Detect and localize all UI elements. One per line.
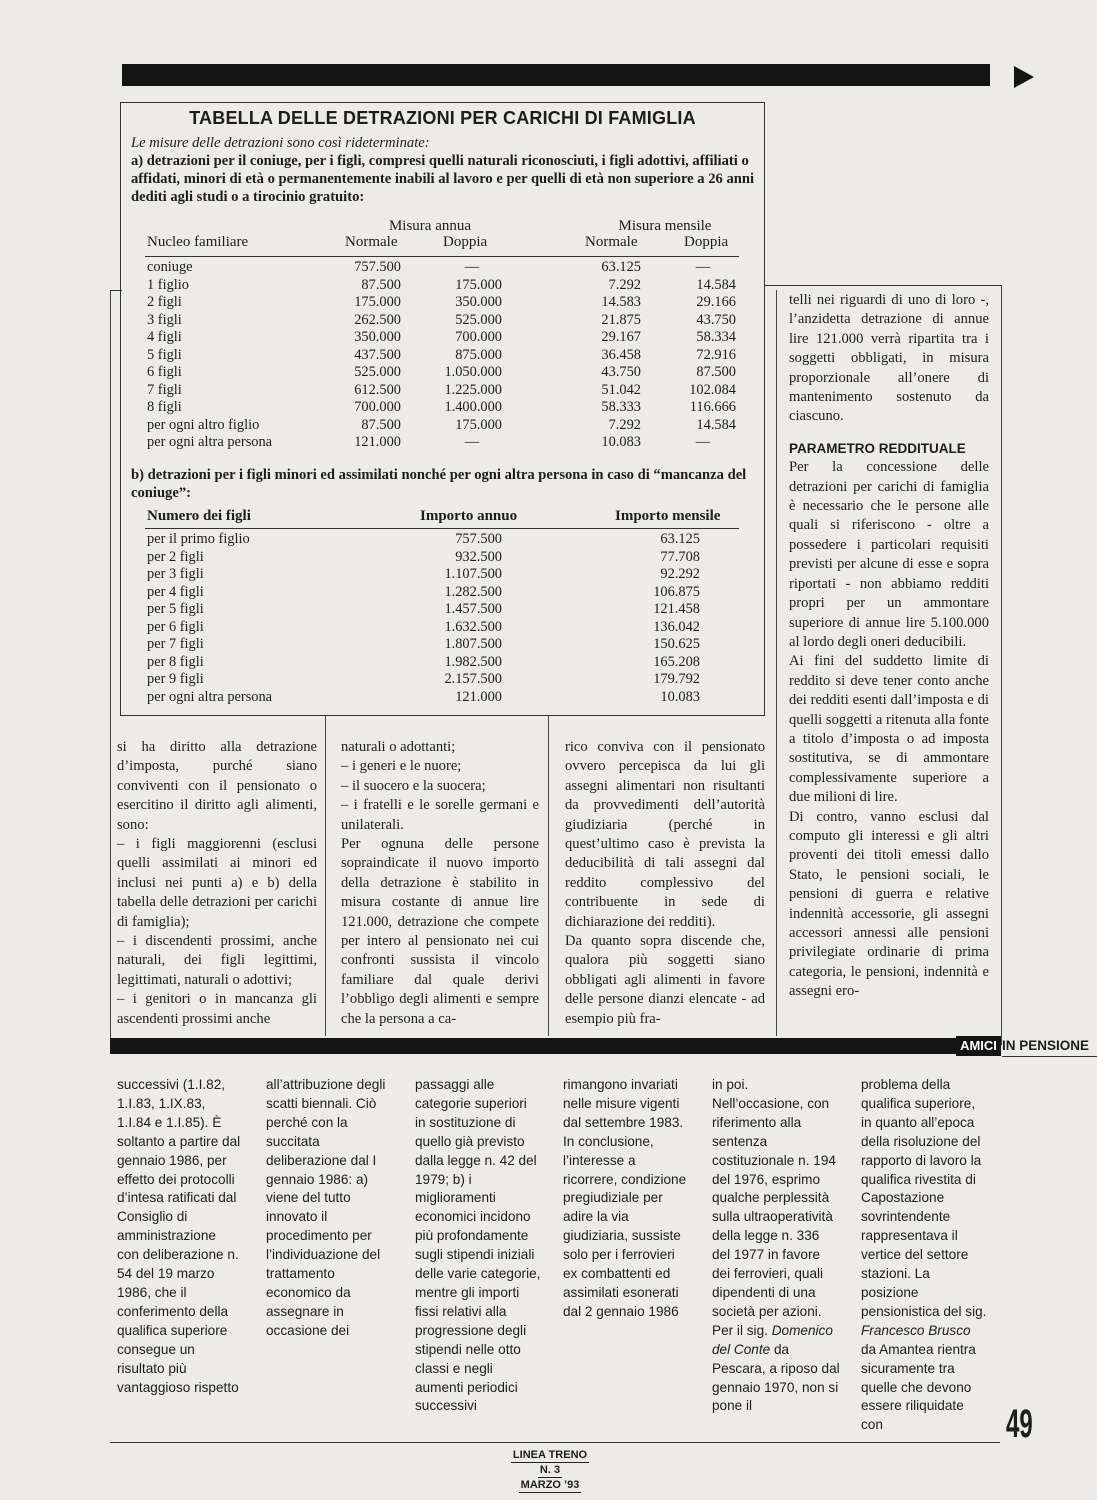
top-black-bar	[122, 64, 990, 86]
table-cell: 14.584	[696, 416, 736, 433]
table-cell: 262.500	[354, 311, 401, 328]
table-cell: 14.584	[696, 276, 736, 293]
table-cell: 29.166	[696, 294, 736, 310]
arrow-right-icon	[1014, 66, 1034, 88]
table-row-label: per ogni altro figlio	[147, 416, 260, 433]
lower-column-1	[117, 738, 317, 1029]
table-cell: 875.000	[455, 346, 502, 363]
table-row-label: per 7 figli	[147, 636, 204, 652]
bottom-col3-text: passaggi alle categorie superiori in sostituzione di quello già previsto dalla legge n. 42 del 1979; b) i miglioramenti economici incidono più profondamente sugli stipendi iniziali delle varie categorie, mentre gli importi fissi relativi alla progressione degli stipendi nelle otto classi e negli aumenti periodici successivi	[415, 1077, 541, 1414]
table-cell: 87.500	[361, 276, 401, 293]
header-importo-mensile: Importo mensile	[615, 508, 721, 524]
bottom-column-6	[861, 1076, 989, 1435]
table-row-label: per 9 figli	[147, 671, 204, 687]
bottom-column-3	[415, 1076, 541, 1416]
table-cell: 700.000	[455, 329, 502, 345]
bottom-col2-text: all’attribuzione degli scatti biennali. Ciò perché con la succitata deliberazione dal I gennaio 1986: a) viene del tutto innovato il procedimento per l’individuazione del trattamento economico da assegnare in occasione dei	[266, 1077, 386, 1338]
bottom-column-1	[117, 1076, 241, 1397]
table-cell: 612.500	[354, 381, 401, 398]
section-divider-bar	[110, 1038, 984, 1054]
table-cell: 116.666	[689, 399, 736, 415]
table-cell: 77.708	[660, 548, 700, 565]
table-row-label: per 5 figli	[147, 601, 204, 617]
table-a-col-normale-mensile	[575, 259, 641, 452]
col-divider-3	[776, 290, 777, 1036]
table-row-label: coniuge	[147, 259, 193, 275]
table-cell: 525.000	[354, 364, 401, 380]
table-cell: 136.042	[653, 618, 700, 635]
table-cell: 87.500	[696, 364, 736, 380]
lower-col3-para-1: rico conviva con il pensionato ovvero percepisca da lui gli assegni alimentari non risultanti da provvedimenti dell’autorità giudiziaria (perché in quest’ultimo caso è prevista la deducibilità di tali assegni dal reddito complessivo del contribuente in sede di dichiarazione dei redditi).	[565, 739, 765, 930]
frame-right-tick	[765, 285, 1002, 286]
lower-col1-item-1: – i figli maggiorenni (esclusi quelli assimilati ai minori ed inclusi nei punti a) e b) della tabella delle detrazioni per carichi di famiglia);	[117, 836, 317, 930]
table-cell: —	[464, 434, 480, 450]
bottom-column-2	[266, 1076, 390, 1341]
table-cell: 1.282.500	[444, 583, 502, 600]
table-row-label: per 2 figli	[147, 548, 204, 565]
frame-left-line	[110, 290, 111, 1038]
lower-col2-line-4: – i fratelli e le sorelle germani e unilaterali.	[341, 797, 539, 833]
right-column	[789, 291, 989, 1002]
table-cell: 175.000	[354, 294, 401, 310]
table-cell: 350.000	[455, 294, 502, 310]
lower-col2-para: Per ognuna delle persone sopraindicate il nuovo importo della detrazione è stabilito in misura costante di annue lire 121.000, detrazione che compete per intero al pensionato nei cui confronti sussista il vincolo familiare dal quale derivi l’obbligo degli alimenti e sempre che la persona a ca-	[341, 836, 539, 1027]
table-cell: —	[695, 434, 711, 450]
lower-column-3	[565, 738, 765, 1029]
table-cell: 29.167	[601, 329, 641, 345]
table-cell: 7.292	[608, 276, 641, 293]
table-row-label: per 3 figli	[147, 566, 204, 582]
table-cell: 14.583	[601, 294, 641, 310]
table-cell: 43.750	[601, 364, 641, 380]
table-a-col-doppia-mensile	[670, 259, 736, 452]
table-cell: 1.400.000	[444, 399, 502, 415]
lower-col2-line-3: – il suocero e la suocera;	[341, 777, 486, 794]
table-title: TABELLA DELLE DETRAZIONI PER CARICHI DI FAMIGLIA	[189, 108, 696, 128]
table-row-label: 1 figlio	[147, 276, 189, 293]
table-row-label: per ogni altra persona	[147, 434, 273, 450]
header-normale-annua: Normale	[345, 234, 398, 250]
table-cell: 102.084	[689, 381, 736, 398]
table-cell: 1.457.500	[444, 601, 502, 617]
table-cell: 121.000	[354, 434, 401, 450]
header-normale-mensile: Normale	[585, 234, 638, 250]
bottom-col1-text: successivi (1.I.82, 1.I.83, 1.IX.83, 1.I.84 e 1.I.85). È soltanto a partire dal gennaio 1986, per effetto dei protocolli d’intesa ratificati dal Consiglio di amministrazione con deliberazione n. 54 del 19 marzo 1986, che il conferimento della qualifica superiore consegue un risultato più vantaggioso rispetto	[117, 1077, 241, 1395]
table-intro	[131, 134, 761, 206]
table-b-col-numero	[147, 531, 347, 706]
table-cell: 525.000	[455, 311, 502, 328]
lower-col3-para-2: Da quanto sopra discende che, qualora più soggetti siano obbligati agli alimenti in favore delle persone dianzi elencate - ad esempio più fra-	[565, 933, 765, 1027]
table-cell: 21.875	[601, 311, 641, 328]
bottom-col5-text	[712, 1076, 840, 1416]
table-cell: 121.000	[455, 688, 502, 705]
col-divider-2	[548, 716, 549, 1036]
bottom-col5-text-1: in poi. Nell’occasione, con riferimento alla sentenza costituzionale n. 194 del 1976, esprimo qualche perplessità sulla ultraoperatività della legge n. 336 del 1977 in favore dei ferrovieri, quali dipendenti di una società per azioni. Per il sig.	[712, 1077, 836, 1338]
header-nucleo: Nucleo familiare	[147, 234, 249, 250]
header-doppia-annua: Doppia	[443, 234, 488, 250]
table-cell: 175.000	[455, 276, 502, 293]
table-b-header-rule	[145, 528, 739, 529]
subhead-parametro-reddituale: PARAMETRO REDDITUALE	[789, 440, 966, 456]
lower-col2-line-1: naturali o adottanti;	[341, 739, 456, 755]
table-cell: 43.750	[696, 311, 736, 328]
table-row-label: 5 figli	[147, 346, 182, 363]
lower-column-2	[341, 738, 539, 1029]
table-row-label: per ogni altra persona	[147, 688, 273, 705]
table-cell: 2.157.500	[444, 671, 502, 687]
table-row-label: 6 figli	[147, 364, 182, 380]
table-cell: 58.333	[601, 399, 641, 415]
table-row-label: per 8 figli	[147, 653, 204, 670]
footer-magazine: LINEA TRENO	[512, 1449, 588, 1461]
bottom-column-4	[563, 1076, 687, 1322]
table-cell: 1.225.000	[444, 381, 502, 398]
header-doppia-mensile: Doppia	[684, 234, 729, 250]
table-row-label: per 6 figli	[147, 618, 204, 635]
lower-col1-para: si ha diritto alla detrazione d’imposta, purché siano conviventi con il pensionato o esercitino il diritto agli alimenti, sono:	[117, 739, 317, 833]
table-row-label: per 4 figli	[147, 583, 204, 600]
bottom-col6-text-2: da Amantea rientra sicuramente tra quelle che devono essere riliquidate con	[861, 1341, 976, 1433]
table-cell: 179.792	[653, 671, 700, 687]
table-cell: 63.125	[660, 531, 700, 547]
table-cell: 7.292	[608, 416, 641, 433]
table-row-label: per il primo figlio	[147, 531, 250, 547]
table-row-label: 3 figli	[147, 311, 182, 328]
section-tag-underline	[1002, 1056, 1097, 1057]
table-cell: 757.500	[455, 531, 502, 547]
table-cell: —	[464, 259, 480, 275]
table-cell: 1.050.000	[444, 364, 502, 380]
intro-point-a: a) detrazioni per il coniuge, per i figli, compresi quelli naturali riconosciuti, i figli adottivi, affiliati o affidati, minori di età o permanentemente inabili al lavoro e per quelli di età non superiore a 26 anni dediti agli studi o a tirocinio gratuito:	[131, 153, 755, 205]
table-cell: 87.500	[361, 416, 401, 433]
table-cell: 63.125	[601, 259, 641, 275]
bottom-col5-text-2: da Pescara, a riposo dal gennaio 1970, non si pone il	[712, 1341, 840, 1414]
table-row-label: 4 figli	[147, 329, 182, 345]
table-cell: 1.632.500	[444, 618, 502, 635]
table-a-col-nucleo	[147, 259, 337, 452]
table-cell: 1.807.500	[444, 636, 502, 652]
table-cell: 121.458	[653, 601, 700, 617]
table-cell: 350.000	[354, 329, 401, 345]
table-a-col-normale-annua	[320, 259, 401, 452]
right-para-2: Per la concessione delle detrazioni per carichi di famiglia è necessario che le persone alle quali si riferiscono - oltre a possedere i particolari requisiti previsti per alcune di esse e sopra riportati - non abbiamo redditi propri per un ammontare superiore di annue lire 5.100.000 al lordo degli oneri deducibili.	[789, 459, 989, 650]
right-para-1: telli nei riguardi di uno di loro -, l’anzidetta detrazione di annue lire 121.000 verrà ripartita tra i soggetti obbligati, in misura proporzionale all’onere di mantenimento sostenuto da ciascuno.	[789, 292, 989, 425]
point-b: b) detrazioni per i figli minori ed assimilati nonché per ogni altra persona in caso di “mancanza del coniuge”:	[131, 467, 747, 501]
table-cell: 437.500	[354, 346, 401, 363]
table-cell: 92.292	[660, 566, 700, 582]
table-cell: 58.334	[696, 329, 736, 345]
table-cell: 932.500	[455, 548, 502, 565]
table-cell: 757.500	[354, 259, 401, 275]
table-cell: 10.083	[660, 688, 700, 705]
table-cell: 1.982.500	[444, 653, 502, 670]
footer-date: MARZO ’93	[520, 1479, 580, 1491]
intro-lead: Le misure delle detrazioni sono così rideterminate:	[131, 135, 430, 151]
table-b-col-mensile	[630, 531, 700, 706]
col-divider-1	[325, 716, 326, 1036]
table-b-col-annuo	[420, 531, 502, 706]
table-cell: 72.916	[696, 346, 736, 363]
table-row-label: 7 figli	[147, 381, 182, 398]
bottom-rule	[110, 1442, 1000, 1443]
table-cell: 1.107.500	[444, 566, 502, 582]
header-importo-annuo: Importo annuo	[420, 508, 518, 524]
table-cell: —	[695, 259, 711, 275]
frame-right-line	[1001, 285, 1002, 1045]
table-a-col-doppia-annua	[420, 259, 502, 452]
footer-masthead	[490, 1448, 610, 1493]
table-row-label: 8 figli	[147, 399, 182, 415]
table-cell: 150.625	[653, 636, 700, 652]
bottom-col4-text: rimangono invariati nelle misure vigenti dal settembre 1983. In conclusione, l’interesse a ricorrere, condizione pregiudiziale per adire la via giudiziaria, sussiste solo per i ferrovieri ex combattenti ed assimilati esonerati dal 2 gennaio 1986	[563, 1077, 687, 1319]
section-tag-label: IN PENSIONE	[1002, 1038, 1090, 1053]
table-cell: 700.000	[354, 399, 401, 415]
table-row-label: 2 figli	[147, 294, 182, 310]
header-misura-mensile: Misura mensile	[618, 218, 712, 234]
table-a-header-rule	[145, 256, 739, 257]
table-cell: 175.000	[455, 416, 502, 433]
bottom-col6-text-1: problema della qualifica superiore, in quanto all’epoca della risoluzione del rapporto di lavoro la qualifica rivestita di Capostazione sovrintendente rappresentava il vertice del settore stazioni. La posizione pensionistica del sig.	[861, 1077, 987, 1319]
table-cell: 36.458	[601, 346, 641, 363]
table-cell: 10.083	[601, 434, 641, 450]
lower-col1-item-2: – i discendenti prossimi, anche naturali, dei figli legittimi, legittimati, naturali o adottivi;	[117, 933, 317, 988]
lower-col1-item-3: – i genitori o in mancanza gli ascendenti prossimi anche	[117, 991, 317, 1027]
header-misura-annua: Misura annua	[388, 218, 472, 234]
table-cell: 106.875	[653, 583, 700, 600]
table-cell: 51.042	[601, 381, 641, 398]
page-number: 49	[1006, 1402, 1033, 1446]
right-para-4: Di contro, vanno esclusi dal computo gli interessi e gli altri proventi dei titoli emessi dallo Stato, le pensioni sociali, le pensioni di guerra e relative indennità accessorie, gli assegni accessori annessi alle pensioni privilegiate ordinarie di prima categoria, le pensioni, indennità e assegni ero-	[789, 808, 989, 1000]
person-name-domenico: Domenico del Conte	[712, 1322, 833, 1357]
bottom-column-5	[712, 1076, 840, 1416]
right-para-3: Ai fini del suddetto limite di reddito si deve tener conto anche dei redditi esenti dall’imposta e di quelli soggetti a ritenuta alla fonte a titolo d’imposta o ad imposta sostitutiva, se di ammontare complessivamente superiore a due milioni di lire.	[789, 653, 989, 806]
header-numero-figli: Numero dei figli	[147, 508, 251, 524]
table-cell: 165.208	[653, 653, 700, 670]
section-tag-amici: AMICI	[956, 1036, 1001, 1056]
lower-col2-line-2: – i generi e le nuore;	[341, 758, 462, 775]
footer-issue: N. 3	[539, 1464, 561, 1476]
bottom-col6-text	[861, 1076, 989, 1435]
person-name-francesco: Francesco Brusco	[861, 1322, 971, 1338]
